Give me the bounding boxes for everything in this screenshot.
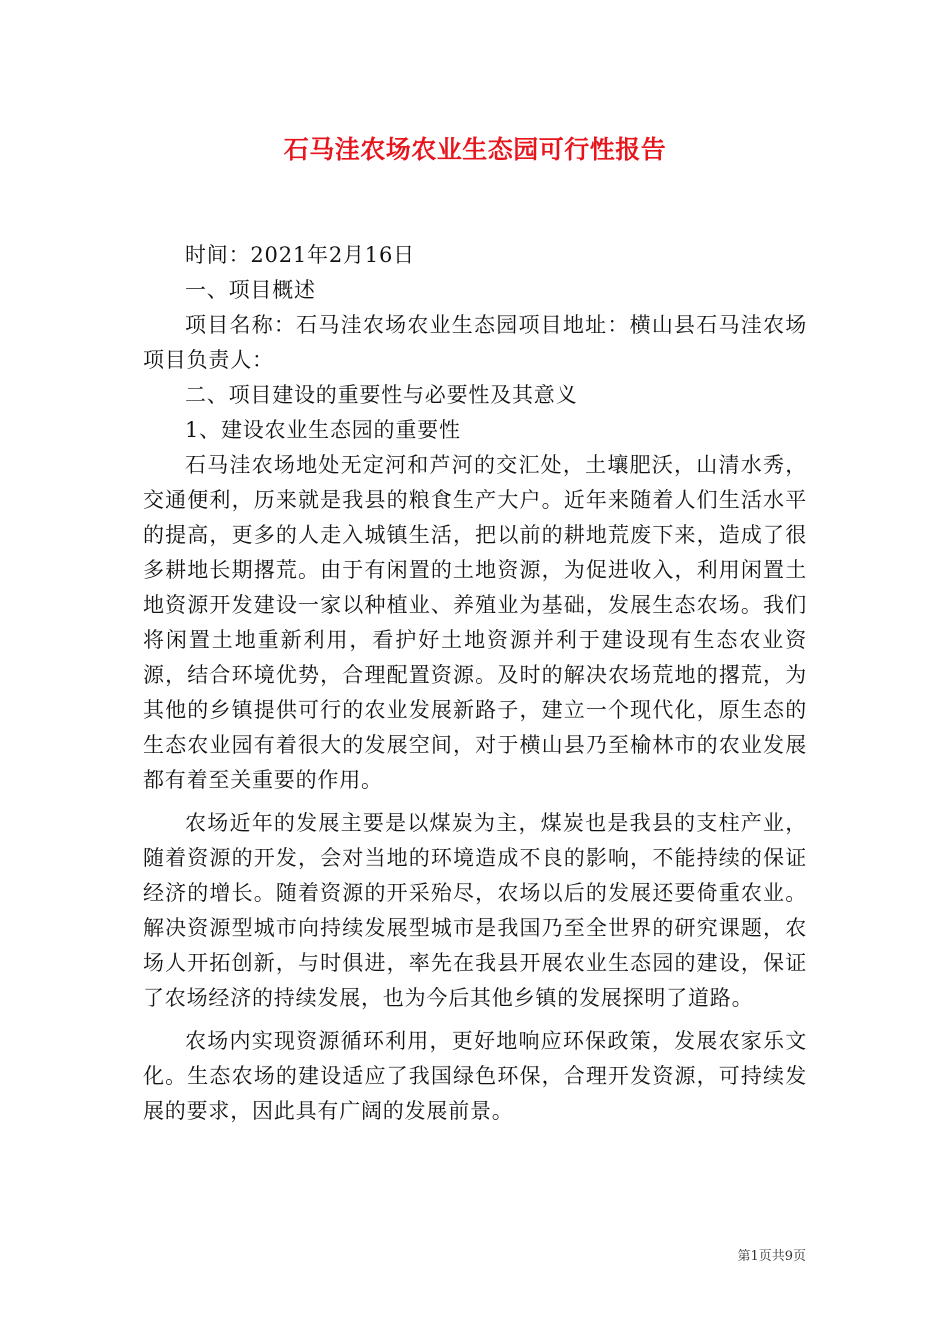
body-paragraph-2: 农场近年的发展主要是以煤炭为主，煤炭也是我县的支柱产业，随着资源的开发，会对当地的环境造成不良的影响，不能持续的保证经济的增长。随着资源的开采殆尽，农场以后的发展还要倚重农业。解决资源型城市向持续发展型城市是我国乃至全世界的研究课题，农场人开拓创新，与时俱进，率先在我县开展农业生态园的建设，保证了农场经济的持续发展，也为今后其他乡镇的发展探明了道路。 [143,811,807,1010]
body-paragraph-1: 石马洼农场地处无定河和芦河的交汇处，土壤肥沃，山清水秀，交通便利，历来就是我县的粮食生产大户。近年来随着人们生活水平的提高，更多的人走入城镇生活，把以前的耕地荒废下来，造成了很多耕地长期撂荒。由于有闲置的土地资源，为促进收入，利用闲置土地资源开发建设一家以种植业、养殖业为基础，发展生态农场。我们将闲置土地重新利用，看护好土地资源并利于建设现有生态农业资源，结合环境优势，合理配置资源。及时的解决农场荒地的撂荒，为其他的乡镇提供可行的农业发展新路子，建立一个现代化，原生态的生态农业园有着很大的发展空间，对于横山县乃至榆林市的农业发展都有着至关重要的作用。 [143,453,807,792]
section-heading-importance: 二、项目建设的重要性与必要性及其意义 [185,383,578,407]
section-heading-overview: 一、项目概述 [185,278,316,302]
document-body [143,238,807,1129]
date-line: 时间：2021年2月16日 [185,243,415,267]
body-paragraph-3: 农场内实现资源循环利用，更好地响应环保政策，发展农家乐文化。生态农场的建设适应了我国绿色环保，合理开发资源，可持续发展的要求，因此具有广阔的发展前景。 [143,1029,807,1123]
subheading-importance: 1、建设农业生态园的重要性 [185,418,461,442]
page-number: 第1页共9页 [737,1249,806,1264]
project-info-paragraph: 项目名称：石马洼农场农业生态园项目地址：横山县石马洼农场项目负责人： [143,313,807,372]
document-title: 石马洼农场农业生态园可行性报告 [283,135,667,164]
